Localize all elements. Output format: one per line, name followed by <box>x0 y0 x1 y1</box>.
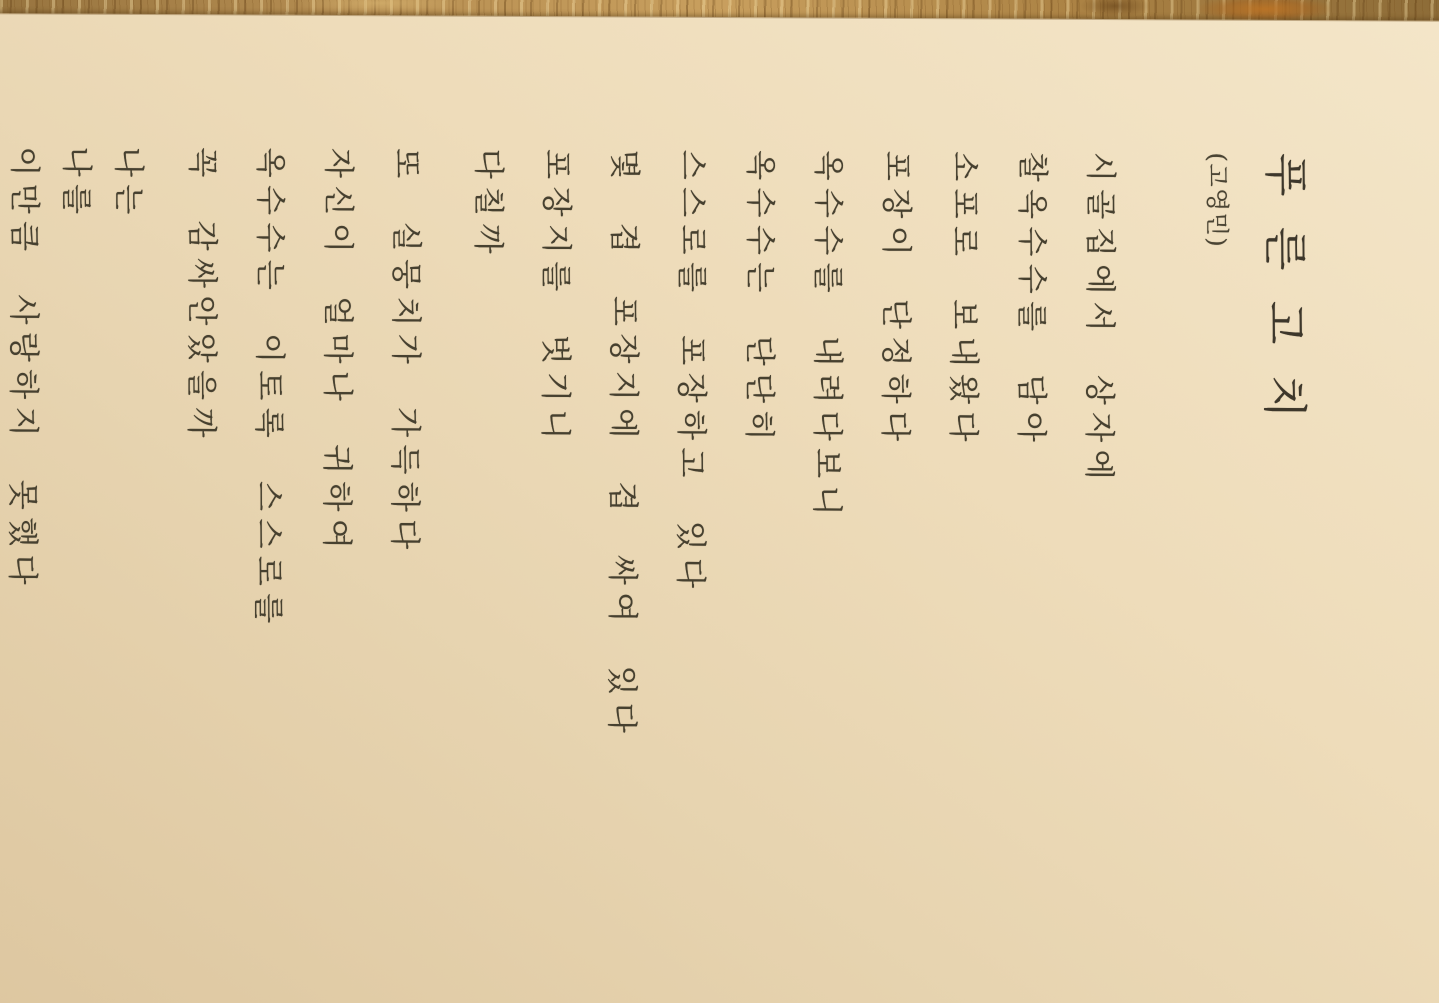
poem-line: 스스로를 포장하고 있다 <box>671 149 711 596</box>
poem-line: 옥수수를 내려다보니 <box>808 150 847 524</box>
poem-line: 다칠까 <box>469 148 507 262</box>
stanza <box>0 146 154 927</box>
poem-line: 포장이 단정하다 <box>876 150 915 449</box>
poem-line: 꼭 감싸안았을까 <box>182 147 221 445</box>
poem-line: 옥수수는 이토록 스스로를 <box>249 147 289 631</box>
poem-line: 시골집에서 상자에 <box>1080 151 1119 488</box>
poem-line: 옥수수는 단단히 <box>740 150 779 448</box>
poem-line: 또 실뭉치가 가득하다 <box>386 148 425 557</box>
poem-line: 이만큼 사랑하지 못했다 <box>3 146 43 593</box>
paper-sheet <box>0 13 1439 1003</box>
poem-text-rotated <box>0 146 1314 933</box>
stanza <box>164 147 440 928</box>
wood-grain-knot <box>1080 0 1150 18</box>
poem-body <box>0 146 1134 932</box>
poem-line: 소포로 보내왔다 <box>944 151 983 449</box>
poem-line: 찰옥수수를 담아 <box>1012 151 1051 450</box>
wood-grain-knot <box>300 0 460 14</box>
poem-line: 나는 <box>109 146 147 222</box>
poem-line: 포장지를 벗기니 <box>536 149 575 447</box>
poem-line: 자신이 얼마나 귀하여 <box>318 147 357 557</box>
poem-author: (고영민) <box>1202 152 1232 249</box>
stanza <box>450 149 1134 933</box>
poem-title: 푸 른 고 치 <box>1257 152 1313 427</box>
poem-line: 몇 겹 포장지에 겹 싸여 있다 <box>603 149 643 741</box>
poem-line: 나를 <box>57 146 95 222</box>
